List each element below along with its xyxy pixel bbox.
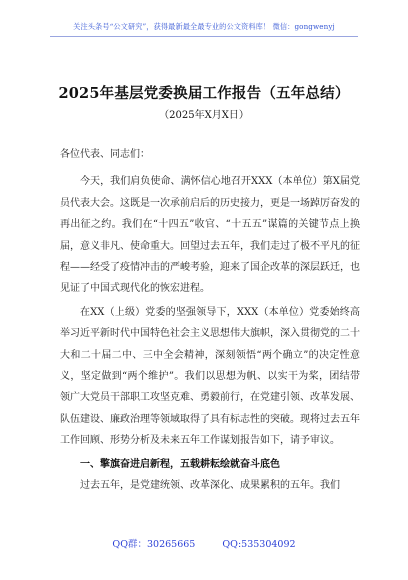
section-heading: 一、擎旗奋进启新程，五载耕耘绘就奋斗底色 [80, 458, 280, 470]
document-title: 2025年基层党委换届工作报告（五年总结） [58, 85, 350, 102]
footer-qq: QQ:535304092 [222, 539, 296, 550]
paragraph: 今天，我们肩负使命、满怀信心地召开XXX（本单位）第X届党员代表大会。这既是一次承前启后的历史接力，更是一场踔厉奋发的再出征之约。我们在“十四五”收官、“十五五”谋篇的关键节点上换届，意义非凡、使命重大。回望过去五年，我们走过了极不平凡的征程——经受了疫情冲击的严峻考验，迎来了国企改革的深层跃迁，也见证了中国式现代化的恢宏进程。 [60, 176, 360, 295]
greeting: 各位代表、同志们： [60, 149, 150, 160]
footer-contact [20, 536, 388, 550]
document-date: （2025年X月X日） [159, 110, 249, 121]
document-body [60, 144, 360, 497]
promo-banner: 关注头条号“公文研究”，获得最新最全最专业的公文资料库！ 微信：gongwenyj [73, 22, 335, 31]
promo-divider [50, 36, 358, 37]
paragraph: 过去五年，是党建统领、改革深化、成果累积的五年。我们 [80, 480, 340, 492]
footer-qq-group: QQ群：30265665 [112, 539, 196, 550]
paragraph: 在XX（上级）党委的坚强领导下，XXX（本单位）党委始终高举习近平新时代中国特色社会主义思想伟大旗帜，深入贯彻党的二十大和二十届二中、三中全会精神，深刻领悟“两个确立”的决定性意义，坚定做到“两个维护”。我们以思想为帆、以实干为桨，团结带领广大党员干部职工攻坚克难、勇毅前行，在党建引领、改革发展、队伍建设、廉政治理等领域取得了具有标志性的突破。现将过去五年工作回顾、形势分析及未来五年工作谋划报告如下，请予审议。 [60, 306, 360, 447]
